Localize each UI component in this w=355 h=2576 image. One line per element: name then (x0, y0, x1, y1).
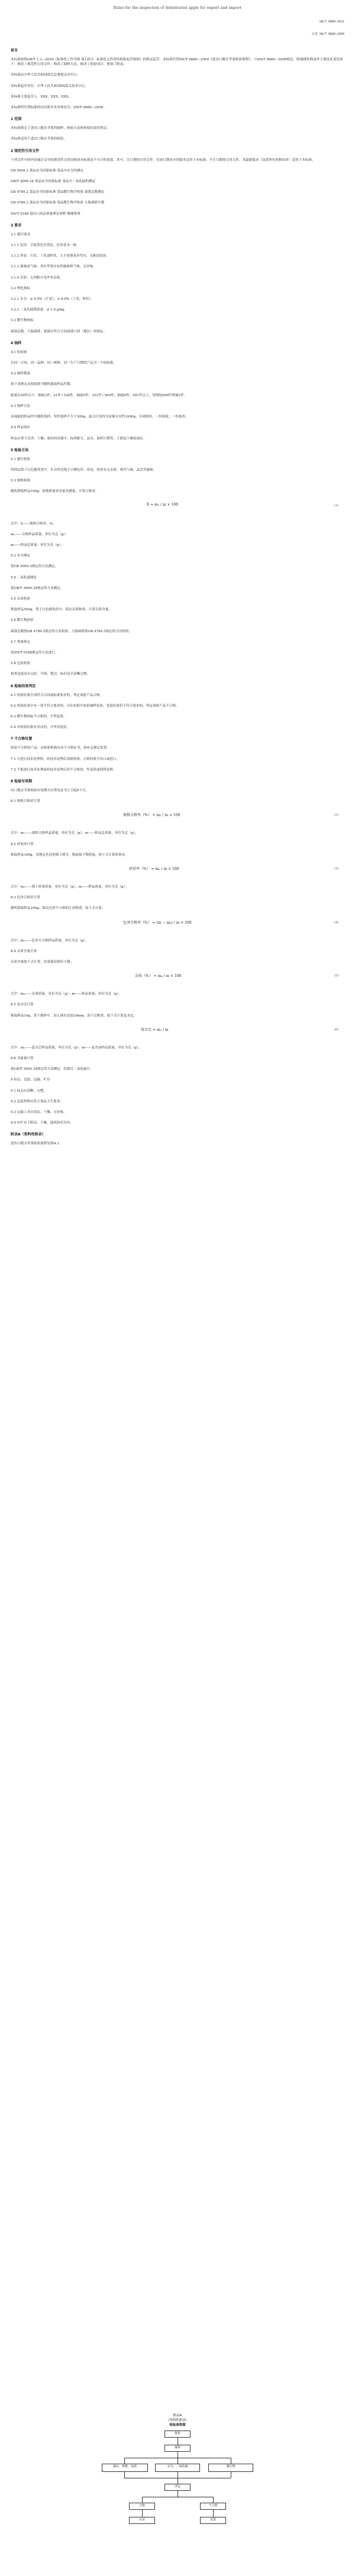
paragraph: 5.4 二氧化硫测定 (11, 575, 37, 580)
paragraph: 4.3 抽样方法 (11, 404, 31, 408)
equation-3: 碎屑率（%） = m₂ / m × 100 (3) (129, 867, 338, 871)
paragraph: 样品应置于洁净、干燥、密封的容器中，标明批号、品名、取样日期等，于阴凉干燥处保存。 (11, 436, 147, 441)
flow-node-report: 报检 (164, 2431, 191, 2438)
paragraph: 3.1.3 滋味及气味：具有苹果应有的滋味和气味，无异味。 (11, 265, 96, 269)
paragraph: SN/T 0188 进出口商品重量鉴定规程 衡器鉴重 (11, 212, 80, 216)
flow-node-dispose: 处置 (200, 2517, 226, 2524)
flow-connector (124, 2472, 125, 2478)
flow-chart (89, 2413, 266, 2572)
sections-block-4 (11, 885, 344, 911)
paragraph: 以同一合同、同一品种、同一规格、同一生产日期的产品为一个检验批。 (11, 361, 117, 365)
equation-5: 杂质（%） = m₄ / m × 100 (5) (135, 974, 338, 979)
section-heading: 3 要求 (11, 223, 22, 228)
sections-block-1 (11, 47, 344, 494)
paragraph: 本标准适用于进出口脱水苹果的检验。 (11, 137, 67, 141)
paragraph: 8.3 色泽合格率计算 (11, 896, 40, 900)
flow-connector (213, 2510, 214, 2517)
paragraph: 8.2 碎屑率计算 (11, 842, 34, 846)
paragraph: 本标准主要起草人：XXX、XXX、XXX。 (11, 95, 72, 99)
paragraph: 8.5 复水比计算 (11, 1003, 34, 1007)
paragraph: 按GB 5009.3规定的方法测定。 (11, 565, 59, 569)
paragraph: 8.1 规格合格率计算 (11, 800, 40, 804)
paragraph: 6.2 检验结果中有一项不符合要求的，可在原批中加倍抽样复验，复验结果仍不符合要求的，判定该批产品不合格。 (11, 704, 179, 708)
paragraph: 8.4 杂质含量计算 (11, 949, 37, 953)
paragraph: 检验不合格的产品，由检验机构出具不合格证书，按有关规定处置。 (11, 746, 110, 750)
paragraph: 3.2.2 二氧化硫残留量：≤ 1.0 g/kg。 (11, 308, 67, 312)
paragraph: 9.1 标志应清晰、完整。 (11, 1089, 47, 1093)
sections-block-7 (11, 1046, 344, 1147)
sections-block-2 (11, 522, 344, 804)
paragraph: 5.1 感官检验 (11, 457, 31, 461)
paragraph: 5.8 包装检验 (11, 662, 31, 666)
section-heading: 8 检验有效期 (11, 779, 33, 784)
standard-code: SN/T 0880—2021 (319, 20, 344, 24)
paragraph: 按下表规定从检验批中随机抽取样品件数。 (11, 383, 74, 387)
paragraph: GB 4789.3 食品安全国家标准 食品微生物学检验 大肠菌群计数 (11, 201, 105, 205)
paragraph: 进出口脱水苹果检验流程见图A.1。 (11, 1142, 63, 1146)
paragraph: 3.2.1 水分：≤ 6.0%（片状）；≤ 8.0%（丁状、粒状）。 (11, 297, 95, 302)
paragraph: 检查包装是否完好、牢固、整洁，标识是否清晰完整。 (11, 672, 91, 677)
paragraph: 本标准起草单位：中华人民共和国XX海关技术中心。 (11, 84, 89, 88)
sections-block-3 (11, 831, 344, 857)
paragraph: 式中：m₁——规格合格样品质量，单位为克（g）；m——样品总质量，单位为克（g）。 (11, 831, 138, 836)
paragraph: 随机称取样品100g，拣出色泽不合格的片块称重，按下式计算。 (11, 907, 105, 911)
paragraph: 5.5 杂质检验 (11, 597, 31, 601)
paragraph: 3.3 微生物指标 (11, 319, 34, 323)
paragraph: 本标准所代替标准的历次版本发布情况为：SN/T 0880—2000。 (11, 106, 107, 110)
flow-caption-top: 附录A (173, 2414, 182, 2418)
flow-node-certificate: 出证 (129, 2517, 155, 2524)
paragraph: 本标准由中华人民共和国海关总署提出并归口。 (11, 73, 80, 77)
flow-connector (124, 2458, 125, 2464)
paragraph: GB 4789.2 食品安全国家标准 食品微生物学检验 菌落总数测定 (11, 190, 105, 195)
paragraph: m₁——合格样品质量，单位为克（g）； (11, 532, 69, 536)
equation-4: 色泽合格率（%） = (m − m₃) / m × 100 (4) (123, 920, 338, 925)
section-heading: 4 抽样 (11, 341, 22, 345)
equation-2: 规格合格率（%） = m₁ / m × 100 (2) (123, 813, 338, 818)
paragraph: 4.1 检验批 (11, 350, 27, 354)
paragraph: 3.1.1 色泽：呈淡黄色至黄色，色泽基本一致。 (11, 244, 80, 248)
paragraph: 9.3 运输工具应清洁、干燥、无异味。 (11, 1111, 67, 1115)
paragraph: 本标准规定了进出口脱水苹果的抽样、检验方法和检验结果的判定。 (11, 127, 110, 131)
paragraph: 5.3 水分测定 (11, 554, 31, 558)
equation-1-lhs: X = m₁ / m × 100 (147, 502, 179, 507)
paragraph: 菌落总数、大肠菌群、霉菌应符合合同或进口国（地区）的规定。 (11, 329, 107, 334)
section-heading: 5 检验方法 (11, 448, 29, 452)
flow-caption-name: 检验流程图 (169, 2423, 186, 2427)
paragraph: 6.4 对检验结果有异议的，可申请复验。 (11, 726, 70, 730)
flow-node-sampling: 抽样 (164, 2445, 191, 2452)
paragraph: 3.1.4 杂质：无肉眼可见外来杂质。 (11, 276, 63, 280)
section-heading: 2 规范性引用文件 (11, 148, 40, 153)
paragraph: 5.6 微生物检验 (11, 619, 34, 623)
paragraph: 菌落总数按GB 4789.2规定的方法检验；大肠菌群按GB 4789.3规定的方法检验。 (11, 629, 133, 633)
paragraph: 批量在50件以下，抽取3件；51件~100件，抽取5件；101件~500件，抽取8件；501件以上，每增加500件增抽2件。 (11, 393, 188, 397)
paragraph: GB 5009.3 食品安全国家标准 食品中水分的测定 (11, 169, 83, 173)
paragraph: 按GB/T 5009.34规定的方法测定，结果以二氧化硫计。 (11, 1067, 93, 1072)
section-heading: 1 范围 (11, 117, 22, 122)
paragraph: 9.2 包装材料应符合食品卫生要求。 (11, 1099, 63, 1103)
equation-6: 复水比 = m₅ / m (6) (141, 1027, 338, 1032)
paragraph: 8.6 含硫量计算 (11, 1057, 34, 1061)
paragraph: 3.2 理化指标 (11, 286, 31, 290)
flow-node-sensory: 感官、规格、杂质 (102, 2464, 148, 2472)
flow-node-physchem: 水分、二氧化硫 (155, 2464, 200, 2472)
flow-node-fail: 不合格 (200, 2503, 226, 2510)
flow-connector (142, 2497, 143, 2503)
paragraph: 3.1 感官要求 (11, 232, 31, 237)
paragraph: 将样品置于白色搪瓷盘中，在自然光线下目测色泽、形态，检查有无杂质，嗅其气味，品尝其滋味。 (11, 468, 157, 472)
equation-1 (11, 500, 344, 513)
paragraph: 出口脱水苹果检验有效期为自签发证书之日起6个月。 (11, 788, 89, 792)
sections-block-5 (11, 939, 344, 965)
paragraph: 按GB/T 5009.34规定的方法测定。 (11, 586, 64, 590)
section-heading: 7 不合格处置 (11, 737, 33, 742)
flow-node-evaluate: 评定 (164, 2484, 191, 2491)
document-title: Rules for the inspection of dehydrated apple for export and import (113, 6, 242, 10)
paragraph: 式中：m₃——色泽不合格样品质量，单位为克（g）。 (11, 939, 89, 943)
paragraph: 9.4 应贮存于阴凉、干燥、通风的库房内。 (11, 1121, 73, 1125)
paragraph: 式中：m₄——杂质质量，单位为克（g）；m——样品质量，单位为克（g）。 (11, 992, 122, 996)
paragraph: 4.2 抽样数量 (11, 372, 31, 376)
paragraph: 9 标志、包装、运输、贮存 (11, 1078, 50, 1082)
paragraph: GB/T 5009.34 食品安全国家标准 食品中二氧化硫的测定 (11, 180, 96, 184)
paragraph: 称取样品500g，置于白色搪瓷盘中，拣出杂质称重，计算杂质含量。 (11, 608, 112, 612)
flow-node-pass: 合格 (129, 2503, 155, 2510)
paragraph: 称取样品100g，用规定孔径的筛子筛分，称取筛下物质量，按下式计算碎屑率。 (11, 853, 128, 857)
paragraph: 按SN/T 0188规定的方法进行。 (11, 651, 59, 655)
flow-connector (213, 2497, 214, 2503)
paragraph: 6.1 检验结果全部符合合同或标准要求的，判定该批产品合格。 (11, 693, 104, 697)
paragraph: 式中：m₂——筛下碎屑质量，单位为克（g）；m——样品质量，单位为克（g）。 (11, 885, 129, 889)
paragraph: 从抽取的样品件中随机取样，每件取样不少于200g，混合后用四分法缩分至约1000g，分成两份，一份检验，一份备查。 (11, 415, 189, 419)
paragraph: 本标准按照GB/T 1.1—2020《标准化工作导则 第1部分：标准化文件的结构和起草规则》的规定起草。本标准代替SN/T 0880—2000《进出口脱水苹果检验规程》，与SN/T 0880—2000相比，除编辑性修改外主要技术变化如下：修改了规范性引用文件；修改了抽样方法；修改了检验项目；增加了附录。 (11, 58, 343, 67)
section-heading: 6 检验结果判定 (11, 684, 36, 688)
paragraph: 6.3 微生物指标不合格的，不得复验。 (11, 714, 67, 719)
replaces-code: 代替 SN/T 0880—2000 (311, 33, 344, 36)
equation-1-number: (1) (334, 503, 338, 507)
paragraph: 式中：X——规格合格率，%； (11, 522, 56, 526)
flow-caption-sub: （资料性附录） (166, 2419, 189, 2422)
sections-block-6 (11, 992, 344, 1018)
paragraph: 随机称取样品100g，按规格要求用量具测量，计算合格率。 (11, 490, 99, 494)
document-body (11, 41, 344, 1153)
paragraph: 5.7 重量鉴定 (11, 640, 31, 644)
paragraph: 3.1.2 形态：片状、丁状或粒状，大小厚薄基本均匀，无粘连结块。 (11, 254, 110, 258)
paragraph: 称取样品10g，置于烧杯中，加入沸水浸泡10min，沥干后称重，按下式计算复水比。 (11, 1014, 137, 1018)
paragraph: m——样品总质量，单位为克（g）。 (11, 543, 64, 547)
paragraph: 下列文件中的内容通过文中的规范性引用而构成本标准必不可少的条款。其中，注日期的引用文件，仅该日期对应的版本适用于本标准；不注日期的引用文件，其最新版本（包括所有的修改单）适用于本标准。 (11, 158, 315, 162)
paragraph: 4.4 样品保存 (11, 426, 31, 430)
paragraph: 杂质含量按下式计算，结果保留两位小数。 (11, 960, 74, 965)
flow-node-micro: 微生物 (208, 2464, 253, 2472)
section-heading: 前言 (11, 48, 18, 53)
section-heading: 附录A（资料性附录） (11, 1132, 46, 1137)
paragraph: 5.2 规格检验 (11, 479, 31, 483)
paragraph: 式中：m₅——复水后样品质量，单位为克（g）；m——复水前样品质量，单位为克（g）。 (11, 1046, 142, 1050)
paragraph: 7.2 不能进行技术处理或经技术处理后仍不合格的，作退货或销毁处理。 (11, 768, 117, 772)
flow-connector (142, 2510, 143, 2517)
paragraph: 7.1 可进行技术处理的，经技术处理后重新检验，合格的准予出口或进口。 (11, 757, 120, 761)
